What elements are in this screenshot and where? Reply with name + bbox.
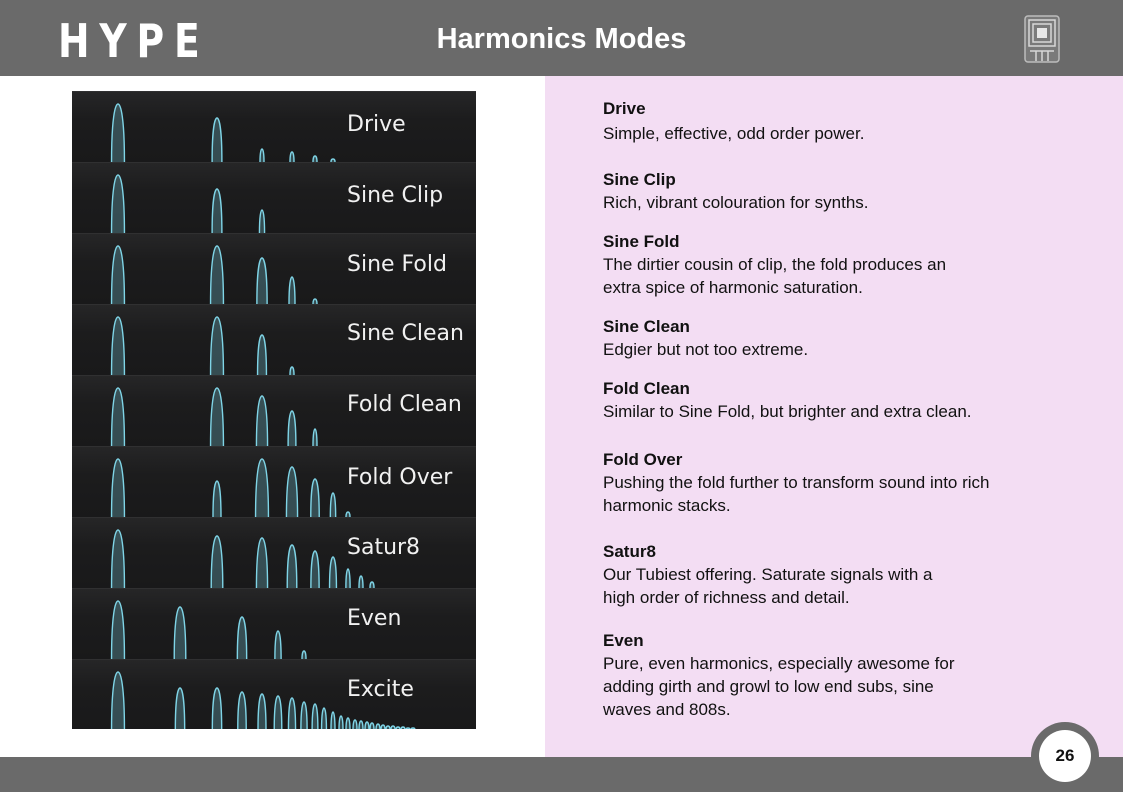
harmonic-peak xyxy=(289,277,295,304)
harmonic-peak xyxy=(401,727,405,729)
harmonic-peak xyxy=(213,481,221,517)
footer-bar xyxy=(0,757,1123,792)
mode-name: Drive xyxy=(603,99,646,118)
harmonic-peak xyxy=(112,459,125,517)
harmonic-peak xyxy=(258,694,266,729)
mode-row-satur8 xyxy=(72,517,476,588)
mode-row-sine-clip xyxy=(72,162,476,233)
mode-description-drive xyxy=(603,97,1073,145)
harmonic-peak xyxy=(286,467,297,517)
harmonic-peak xyxy=(257,258,267,304)
harmonics-spectrum xyxy=(72,589,476,660)
harmonic-peak xyxy=(330,493,335,517)
mode-description-even xyxy=(603,629,1073,721)
mode-label: Even xyxy=(347,606,402,631)
harmonic-peak xyxy=(370,723,374,729)
mode-row-drive xyxy=(72,91,476,162)
mode-label: Satur8 xyxy=(347,535,421,560)
harmonic-peak xyxy=(396,727,400,729)
harmonic-peak xyxy=(312,704,318,729)
harmonics-spectrum xyxy=(72,92,476,163)
harmonic-peak xyxy=(288,411,296,446)
harmonic-peak xyxy=(406,728,410,729)
harmonic-peak xyxy=(359,576,363,588)
harmonic-peak xyxy=(112,672,125,729)
mode-name: Sine Clean xyxy=(603,317,690,336)
harmonic-peak xyxy=(287,545,297,588)
harmonic-peak xyxy=(290,152,294,162)
mode-name: Even xyxy=(603,631,644,650)
mode-name: Satur8 xyxy=(603,542,656,561)
harmonic-peak xyxy=(112,175,125,233)
mode-name: Sine Fold xyxy=(603,232,680,251)
mode-row-sine-clean xyxy=(72,304,476,375)
mode-description: The dirtier cousin of clip, the fold produces an xyxy=(603,255,947,274)
mode-description-fold-clean xyxy=(603,377,1073,423)
mode-description: extra spice of harmonic saturation. xyxy=(603,278,863,297)
mode-description: Rich, vibrant colouration for synths. xyxy=(603,193,869,212)
harmonic-peak xyxy=(112,601,125,659)
harmonic-peak xyxy=(322,708,327,729)
mode-label: Excite xyxy=(347,677,414,702)
harmonic-peak xyxy=(212,688,221,729)
harmonic-peak xyxy=(353,720,357,729)
harmonic-peak xyxy=(211,388,224,446)
tube-amp-icon xyxy=(1024,15,1060,63)
harmonic-peak xyxy=(256,459,269,517)
harmonic-peak xyxy=(381,725,385,729)
harmonic-peak xyxy=(237,617,246,659)
harmonic-peak xyxy=(330,557,337,588)
mode-description: Edgier but not too extreme. xyxy=(603,340,809,359)
mode-row-sine-fold xyxy=(72,233,476,304)
harmonic-peak xyxy=(301,702,307,729)
mode-name: Sine Clip xyxy=(603,170,676,189)
mode-description: adding girth and growl to low end subs, sine xyxy=(603,677,934,696)
mode-description-sine-clean xyxy=(603,315,1073,361)
harmonic-peak xyxy=(365,722,369,729)
mode-description: waves and 808s. xyxy=(603,700,731,719)
harmonic-peak xyxy=(274,696,282,729)
mode-name: Fold Over xyxy=(603,450,683,469)
harmonic-peak xyxy=(256,396,267,446)
mode-label: Sine Fold xyxy=(347,252,447,277)
harmonic-peak xyxy=(339,716,343,729)
harmonic-peak xyxy=(112,104,125,162)
harmonic-peak xyxy=(331,712,335,729)
harmonic-peak xyxy=(260,149,264,162)
harmonic-peak xyxy=(411,728,415,729)
mode-label: Drive xyxy=(347,112,406,137)
mode-row-fold-clean xyxy=(72,375,476,446)
mode-description: harmonic stacks. xyxy=(603,496,731,515)
harmonic-peak xyxy=(212,118,222,162)
harmonic-peak xyxy=(290,367,294,375)
mode-label: Sine Clip xyxy=(347,183,444,208)
mode-description-sine-fold xyxy=(603,230,1073,299)
harmonic-peak xyxy=(359,721,363,729)
harmonic-peak xyxy=(391,726,395,729)
harmonic-peak xyxy=(256,538,267,588)
harmonic-peak xyxy=(313,429,317,446)
harmonic-peak xyxy=(112,530,125,588)
mode-label: Sine Clean xyxy=(347,321,464,346)
mode-row-excite xyxy=(72,659,476,729)
mode-description: high order of richness and detail. xyxy=(603,588,850,607)
mode-label: Fold Clean xyxy=(347,392,462,417)
harmonic-peak xyxy=(211,246,224,304)
harmonic-peak xyxy=(288,698,295,729)
mode-description: Similar to Sine Fold, but brighter and extra clean. xyxy=(603,402,972,421)
mode-description: Pure, even harmonics, especially awesome for xyxy=(603,654,955,673)
mode-row-fold-over xyxy=(72,446,476,517)
harmonic-peak xyxy=(258,335,267,375)
mode-name: Fold Clean xyxy=(603,379,690,398)
mode-description-sine-clip xyxy=(603,168,1073,214)
harmonic-peak xyxy=(259,210,264,233)
harmonic-peak xyxy=(211,317,224,375)
harmonic-peak xyxy=(311,551,319,588)
harmonic-peak xyxy=(174,607,186,659)
mode-description-satur8 xyxy=(603,540,1073,609)
harmonic-peak xyxy=(386,726,390,729)
harmonic-peak xyxy=(212,189,222,233)
harmonic-peak xyxy=(302,651,306,659)
harmonic-peak xyxy=(346,569,350,588)
mode-label: Fold Over xyxy=(347,465,453,490)
mode-description: Our Tubiest offering. Saturate signals with a xyxy=(603,565,933,584)
harmonic-peak xyxy=(275,631,281,659)
harmonic-peak xyxy=(311,479,319,517)
harmonic-peak xyxy=(346,718,350,729)
mode-description: Simple, effective, odd order power. xyxy=(603,124,865,143)
harmonic-peak xyxy=(112,317,125,375)
harmonic-peak xyxy=(175,688,184,729)
mode-description: Pushing the fold further to transform sound into rich xyxy=(603,473,990,492)
harmonic-peak xyxy=(238,692,246,729)
page-number: 26 xyxy=(1039,730,1091,782)
mode-description-fold-over xyxy=(603,448,1073,517)
harmonic-peak xyxy=(211,536,223,588)
harmonic-peak xyxy=(112,246,125,304)
harmonic-peak xyxy=(376,724,380,729)
harmonics-spectrum xyxy=(72,660,476,729)
header-bar xyxy=(0,0,1123,76)
page-title: Harmonics Modes xyxy=(436,23,687,55)
hype-logo: HYPE xyxy=(58,14,210,68)
mode-row-even xyxy=(72,588,476,659)
harmonics-modes-display xyxy=(72,91,476,729)
harmonic-peak xyxy=(112,388,125,446)
